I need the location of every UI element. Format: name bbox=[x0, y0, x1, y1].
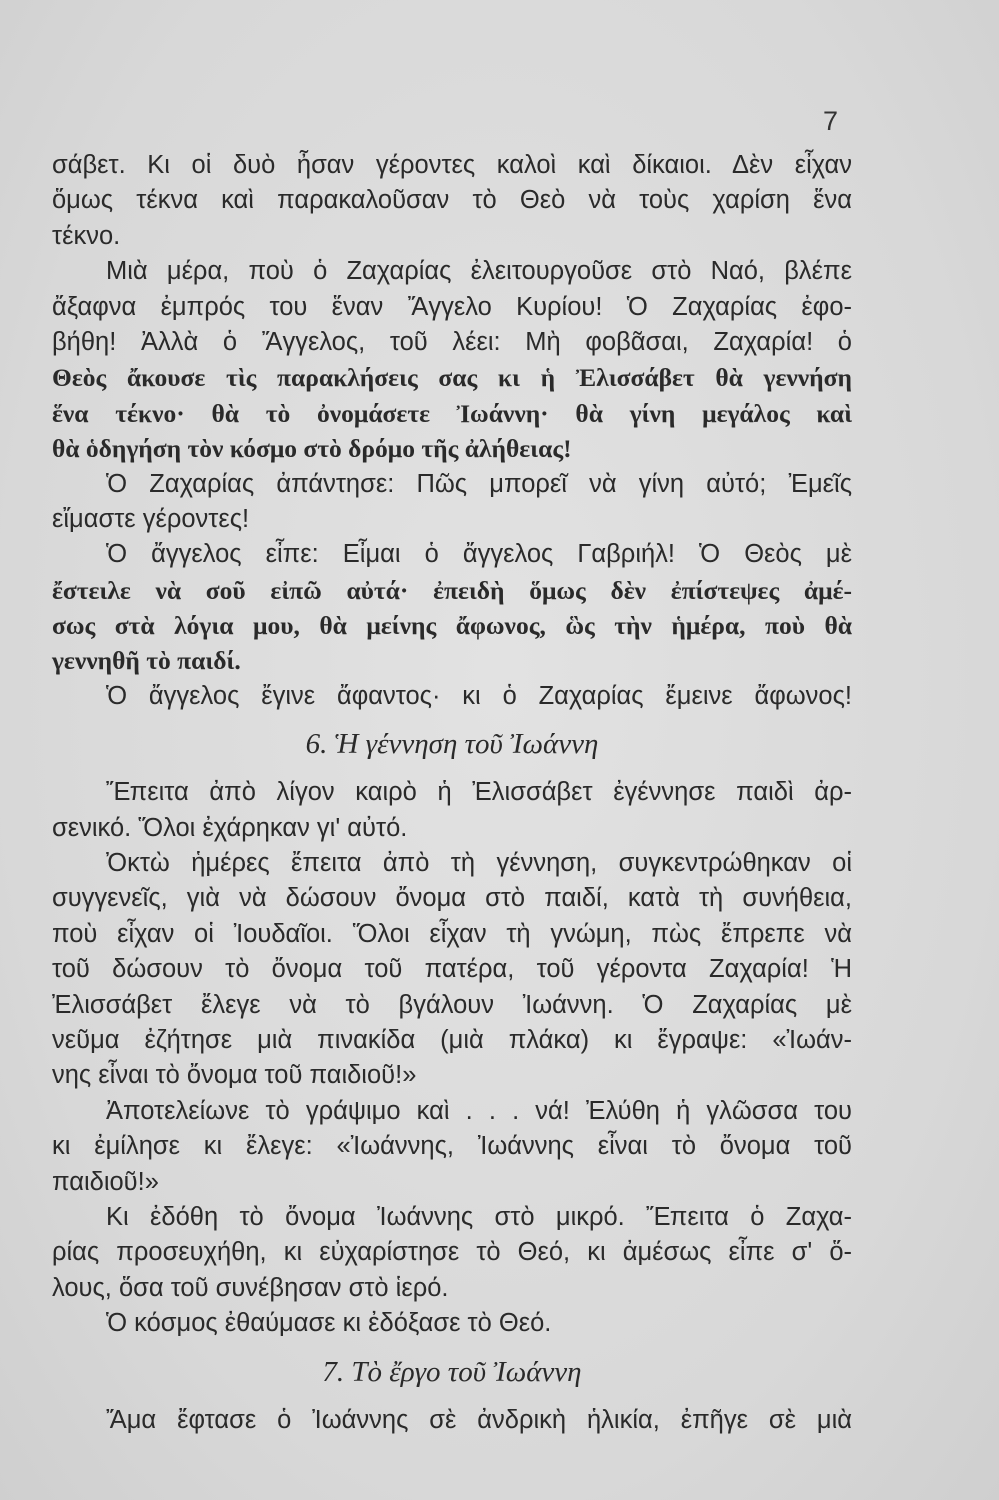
text-line: γεννηθῆ τὸ παιδί. bbox=[52, 646, 241, 676]
text-line: ρίας προσευχήθη, κι εὐχαρίστησε τὸ Θεό, κι ἀμέσως εἶπε σ' ὅ- bbox=[52, 1238, 852, 1267]
text-line: θὰ ὁδηγήση τὸν κόσμο στὸ δρόμο τῆς ἀλήθειας! bbox=[52, 434, 572, 464]
text-line: ἔστειλε νὰ σοῦ εἰπῶ αὐτά· ἐπειδὴ ὅμως δὲν ἐπίστεψες ἀμέ- bbox=[52, 575, 852, 605]
text-line: συγγενεῖς, γιὰ νὰ δώσουν ὄνομα στὸ παιδί, κατὰ τὴ συνήθεια, bbox=[52, 884, 852, 913]
text-line: ἕνα τέκνο· θὰ τὸ ὀνομάσετε Ἰωάννη· θὰ γίνη μεγάλος καὶ bbox=[52, 398, 852, 428]
text-line: Ἀποτελείωνε τὸ γράψιμο καὶ . . . νά! Ἐλύθη ἡ γλῶσσα του bbox=[106, 1096, 852, 1125]
text-line: Ὁ κόσμος ἐθαύμασε κι ἐδόξασε τὸ Θεό. bbox=[106, 1309, 552, 1338]
text-line: ὅμως τέκνα καὶ παρακαλοῦσαν τὸ Θεὸ νὰ τοὺς χαρίση ἕνα bbox=[52, 186, 852, 215]
text-line: παιδιοῦ!» bbox=[52, 1167, 159, 1196]
text-line: Ὁ ἄγγελος εἶπε: Εἶμαι ὁ ἄγγελος Γαβριήλ! Ὁ Θεὸς μὲ bbox=[106, 540, 852, 569]
text-line: Ἄμα ἔφτασε ὁ Ἰωάννης σὲ ἀνδρικὴ ἡλικία, ἐπῆγε σὲ μιὰ bbox=[106, 1405, 852, 1434]
text-line: Ὁ Ζαχαρίας ἀπάντησε: Πῶς μπορεῖ νὰ γίνη αὐτό; Ἐμεῖς bbox=[106, 469, 852, 498]
text-line: Θεὸς ἄκουσε τὶς παρακλήσεις σας κι ἡ Ἐλισσάβετ θὰ γεννήση bbox=[52, 363, 852, 393]
text-line: τοῦ δώσουν τὸ ὄνομα τοῦ πατέρα, τοῦ γέροντα Ζαχαρία! Ἡ bbox=[52, 955, 852, 984]
text-line: Μιὰ μέρα, ποὺ ὁ Ζαχαρίας ἐλειτουργοῦσε στὸ Ναό, βλέπε bbox=[106, 257, 852, 286]
text-line: Κι ἐδόθη τὸ ὄνομα Ἰωάννης στὸ μικρό. Ἔπειτα ὁ Ζαχα- bbox=[106, 1202, 852, 1231]
text-line: Ὁ ἄγγελος ἔγινε ἄφαντος· κι ὁ Ζαχαρίας ἔμεινε ἄφωνος! bbox=[106, 681, 852, 710]
text-line: σάβετ. Κι οἱ δυὸ ἦσαν γέροντες καλοὶ καὶ δίκαιοι. Δὲν εἶχαν bbox=[52, 151, 852, 179]
text-line: ποὺ εἶχαν οἱ Ἰουδαῖοι. Ὅλοι εἶχαν τὴ γνώμη, πὼς ἔπρεπε νὰ bbox=[52, 919, 852, 948]
text-line: τέκνο. bbox=[52, 221, 121, 250]
text-line: βήθη! Ἀλλὰ ὁ Ἄγγελος, τοῦ λέει: Μὴ φοβᾶσαι, Ζαχαρία! ὁ bbox=[52, 327, 852, 356]
page-body bbox=[52, 148, 852, 1438]
section-heading-6: 6. Ἡ γέννηση τοῦ Ἰωάννη bbox=[305, 728, 599, 761]
text-line: λους, ὅσα τοῦ συνέβησαν στὸ ἱερό. bbox=[52, 1273, 449, 1302]
text-line: σενικό. Ὅλοι ἐχάρηκαν γι' αὐτό. bbox=[52, 813, 408, 842]
text-line: νεῦμα ἐζήτησε μιὰ πινακίδα (μιὰ πλάκα) κι ἔγραψε: «Ἰωάν- bbox=[52, 1025, 852, 1054]
page-number: 7 bbox=[823, 106, 839, 136]
text-line: κι ἐμίλησε κι ἔλεγε: «Ἰωάννης, Ἰωάννης εἶναι τὸ ὄνομα τοῦ bbox=[52, 1132, 852, 1161]
text-line: Ἐλισσάβετ ἔλεγε νὰ τὸ βγάλουν Ἰωάννη. Ὁ Ζαχαρίας μὲ bbox=[52, 990, 852, 1019]
text-line: Ὀκτὼ ἡμέρες ἔπειτα ἀπὸ τὴ γέννηση, συγκεντρώθηκαν οἱ bbox=[106, 849, 852, 878]
section-heading-7: 7. Τὸ ἔργο τοῦ Ἰωάννη bbox=[322, 1355, 582, 1388]
text-line: ἄξαφνα ἐμπρός του ἕναν Ἄγγελο Κυρίου! Ὁ Ζαχαρίας ἐφο- bbox=[52, 292, 852, 321]
text-line: εἴμαστε γέροντες! bbox=[52, 504, 250, 533]
text-line: νης εἶναι τὸ ὄνομα τοῦ παιδιοῦ!» bbox=[52, 1061, 417, 1090]
text-line: Ἔπειτα ἀπὸ λίγον καιρὸ ἡ Ἐλισσάβετ ἐγέννησε παιδὶ ἀρ- bbox=[106, 778, 852, 807]
text-line: σως στὰ λόγια μου, θὰ μείνης ἄφωνος, ὣς τὴν ἡμέρα, ποὺ θὰ bbox=[52, 611, 852, 641]
